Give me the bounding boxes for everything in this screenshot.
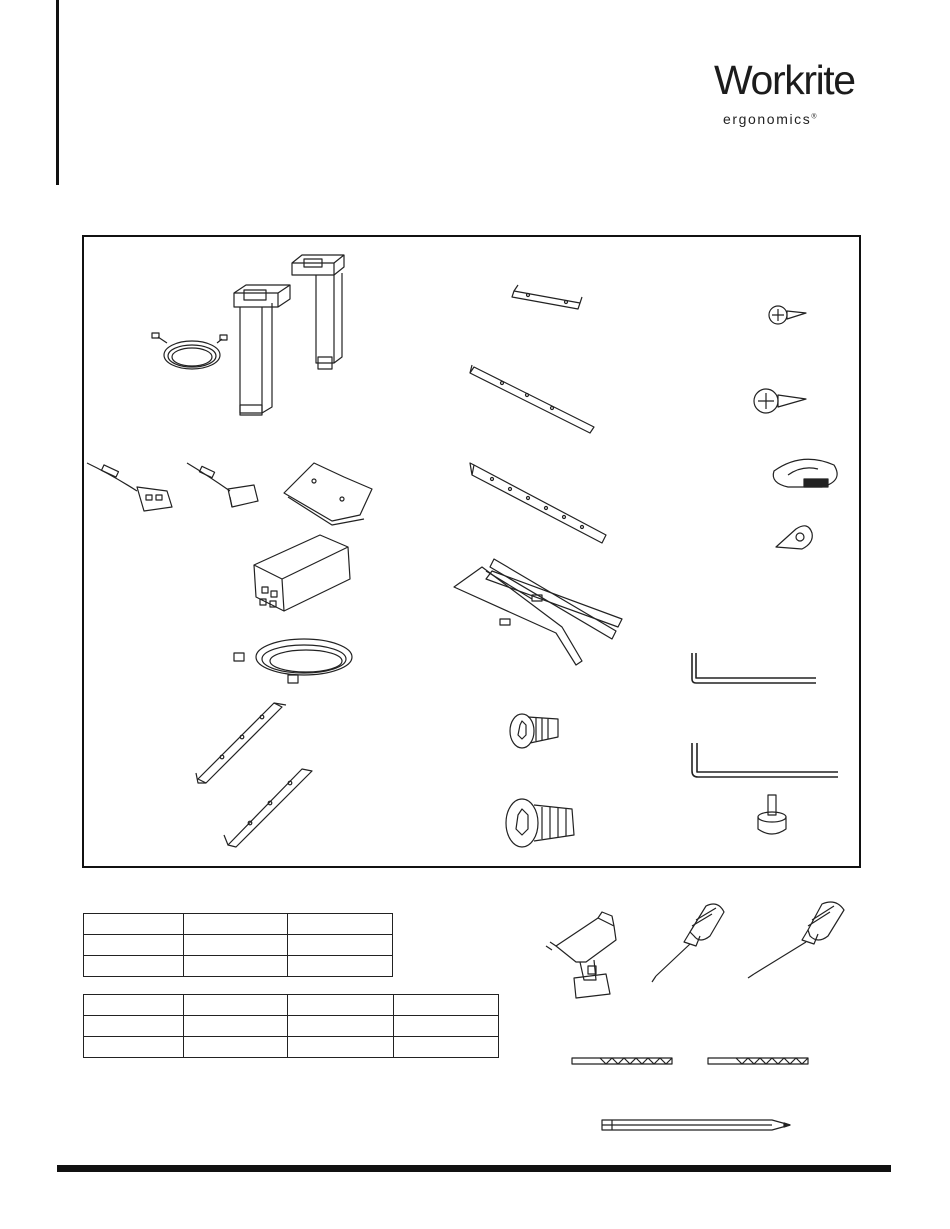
power-cord-drawing bbox=[234, 639, 352, 683]
brand-tagline: ergonomics® bbox=[723, 111, 817, 127]
footer-rule bbox=[57, 1165, 891, 1172]
handset-mount-drawing bbox=[284, 463, 372, 525]
parts-illustrations bbox=[82, 235, 861, 868]
table-row bbox=[84, 956, 393, 977]
brand-logo bbox=[714, 57, 904, 140]
table-cell bbox=[84, 935, 184, 956]
handset-switch-a-drawing bbox=[87, 463, 172, 511]
brand-name: Workrite bbox=[714, 57, 855, 103]
drill-bit-b-drawing bbox=[708, 1058, 808, 1064]
cross-rail-long-drawing bbox=[470, 463, 606, 543]
handset-switch-b-drawing bbox=[187, 463, 258, 507]
table-cell bbox=[288, 1037, 394, 1058]
hex-key-short-drawing bbox=[692, 653, 816, 683]
table-cell bbox=[184, 1037, 288, 1058]
cross-rail-short-drawing bbox=[470, 365, 594, 433]
table-cell bbox=[394, 1016, 499, 1037]
leveling-glide-drawing bbox=[758, 795, 786, 834]
power-drill-drawing bbox=[546, 912, 616, 998]
flat-head-bolt-short-drawing bbox=[510, 714, 558, 748]
table-cell bbox=[288, 995, 394, 1016]
margin-rule bbox=[56, 0, 59, 185]
hex-key-long-drawing bbox=[692, 743, 838, 777]
table-cell bbox=[184, 956, 288, 977]
table-cell bbox=[288, 914, 393, 935]
table-cell bbox=[184, 935, 288, 956]
parts-table-b bbox=[83, 994, 499, 1058]
pencil-drawing bbox=[602, 1120, 790, 1130]
table-cell bbox=[288, 1016, 394, 1037]
feet-drawing bbox=[454, 559, 622, 665]
column-cable-drawing bbox=[152, 333, 227, 369]
control-box-drawing bbox=[254, 535, 350, 611]
table-row bbox=[84, 914, 393, 935]
table-cell bbox=[184, 995, 288, 1016]
table-cell bbox=[84, 995, 184, 1016]
phillips-screwdriver-small-drawing bbox=[748, 902, 844, 978]
table-cell bbox=[84, 1016, 184, 1037]
table-cell bbox=[84, 914, 184, 935]
table-cell bbox=[288, 956, 393, 977]
side-bracket-a-drawing bbox=[196, 703, 286, 783]
parts-table-a bbox=[83, 913, 393, 977]
wood-screw-small-drawing bbox=[769, 306, 806, 324]
table-row bbox=[84, 1037, 499, 1058]
table-cell bbox=[394, 995, 499, 1016]
table-row bbox=[84, 995, 499, 1016]
table-cell bbox=[184, 914, 288, 935]
table-row bbox=[84, 1016, 499, 1037]
wood-screw-large-drawing bbox=[754, 389, 806, 413]
table-row bbox=[84, 935, 393, 956]
small-bracket-drawing bbox=[512, 285, 582, 309]
table-cell bbox=[394, 1037, 499, 1058]
table-cell bbox=[84, 956, 184, 977]
drill-bit-a-drawing bbox=[572, 1058, 672, 1064]
lifting-columns-drawing bbox=[234, 255, 344, 415]
side-bracket-b-drawing bbox=[224, 769, 312, 847]
cable-clip-drawing bbox=[773, 459, 837, 487]
phillips-screwdriver-large-drawing bbox=[652, 904, 724, 982]
table-cell bbox=[184, 1016, 288, 1037]
table-cell bbox=[288, 935, 393, 956]
flat-head-bolt-long-drawing bbox=[506, 799, 574, 847]
table-cell bbox=[84, 1037, 184, 1058]
cable-strap-drawing bbox=[776, 526, 812, 549]
tools-illustrations bbox=[540, 890, 860, 1140]
